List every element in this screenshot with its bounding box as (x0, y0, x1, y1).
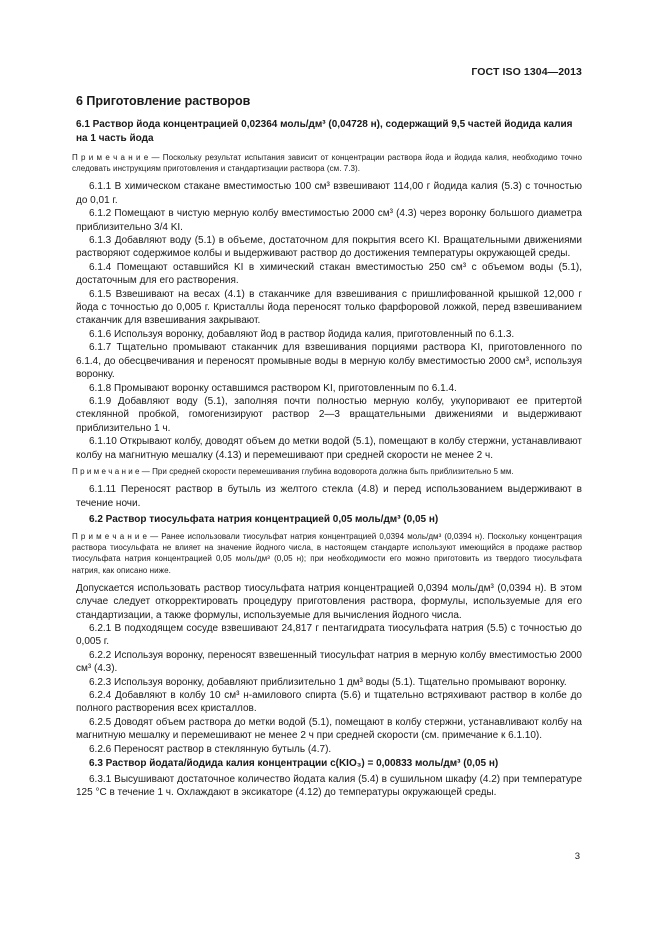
para-6-2-3: 6.2.3 Используя воронку, добавляют приблизительно 1 дм³ воды (5.1). Тщательно промывают воронку. (89, 676, 567, 688)
section-6-2-title: 6.2 Раствор тиосульфата натрия концентрацией 0,05 моль/дм³ (0,05 н) (89, 513, 439, 525)
page-number: 3 (574, 851, 580, 862)
para-6-2-5: 6.2.5 Доводят объем раствора до метки водой (5.1), помещают в колбу стержни, устанавливают колбу на магнитную мешалку и перемешивают не менее 2 ч при средней скорости (см. примечание к 6.1.10). (76, 716, 582, 742)
para-6-1-6: 6.1.6 Используя воронку, добавляют йод в раствор йодида калия, приготовленный по 6.1.3. (89, 328, 515, 340)
note-6-2: П р и м е ч а н и е — Ранее использовали тиосульфат натрия концентрацией 0,0394 моль/дм³ (0,0394 н). Поскольку концентрация раствора тиосульфата не влияет на значение йодного числа, в настоящем стандарте используют имеющийся в продаже раствор тиосульфата натрия концентрацией 0,05 моль/дм³ (0,05 н); при необходимости его можно приготовить из твердого тиосульфата натрия, как описано ниже. (72, 531, 582, 575)
para-6-2-2: 6.2.2 Используя воронку, переносят взвешенный тиосульфат натрия в мерную колбу вместимостью 2000 см³ (4.3). (76, 649, 582, 675)
para-6-2-intro: Допускается использовать раствор тиосульфата натрия концентрацией 0,0394 моль/дм³ (0,0394 н). В этом случае следует откорректировать процедуру приготовления раствора, формулы, используемые для его стандартизации, а также формулы, используемые для вычисления йодного числа. (76, 582, 582, 621)
section-6-1-title: 6.1 Раствор йода концентрацией 0,02364 моль/дм³ (0,04728 н), содержащий 9,5 частей йодида калия на 1 часть йода (76, 119, 573, 144)
para-6-2-4: 6.2.4 Добавляют в колбу 10 см³ н-амилового спирта (5.6) и тщательно встряхивают раствор в колбе до полного растворения всех кристаллов. (76, 690, 582, 715)
para-6-2-1: 6.2.1 В подходящем сосуде взвешивают 24,817 г пентагидрата тиосульфата натрия (5.5) с точностью до 0,005 г. (76, 622, 582, 648)
document-body (72, 94, 582, 800)
section-6-3-title: 6.3 Раствор йодата/йодида калия концентрации c(KIO₃) = 0,00833 моль/дм³ (0,05 н) (89, 758, 499, 770)
section-6-title: 6 Приготовление растворов (76, 94, 251, 108)
note-6-1-10: П р и м е ч а н и е — При средней скорости перемешивания глубина водоворота должна быть приблизительно 5 мм. (72, 466, 514, 476)
para-6-1-10: 6.1.10 Открывают колбу, доводят объем до метки водой (5.1), помещают в колбу стержни, устанавливают колбу на магнитную мешалку (4.13) и перемешивают при средней скорости не менее 2 ч. (76, 436, 582, 461)
para-6-1-2: 6.1.2 Помещают в чистую мерную колбу вместимостью 2000 см³ (4.3) через воронку большого диаметра приблизительно 3/4 KI. (76, 208, 582, 233)
para-6-1-3: 6.1.3 Добавляют воду (5.1) в объеме, достаточном для покрытия всего KI. Вращательными движениями растворяют содержимое колбы и выдерживают раствор до достижения температуры окружающей среды. (76, 235, 582, 260)
para-6-1-4: 6.1.4 Помещают оставшийся KI в химический стакан вместимостью 250 см³ с объемом воды (5.1), достаточным для его растворения. (76, 261, 582, 287)
para-6-2-6: 6.2.6 Переносят раствор в стеклянную бутыль (4.7). (89, 743, 332, 755)
para-6-1-5: 6.1.5 Взвешивают на весах (4.1) в стаканчике для взвешивания с пришлифованной крышкой 12,000 г йода с точностью до 0,005 г. Кристаллы йода переносят только фарфоровой ложкой, перед взвешиванием стаканчик для взвешивания закрывают. (76, 288, 582, 327)
para-6-3-1: 6.3.1 Высушивают достаточное количество йодата калия (5.4) в сушильном шкафу (4.2) при температуре 125 °C в течение 1 ч. Охлаждают в эксикаторе (4.12) до температуры окружающей среды. (76, 774, 582, 799)
para-6-1-9: 6.1.9 Добавляют воду (5.1), заполняя почти полностью мерную колбу, укупоривают ее притертой стеклянной пробкой, гомогенизируют раствор 2—3 вращательными движениями и выдерживают приблизительно 1 ч. (76, 395, 582, 434)
document-header: ГОСТ ISO 1304—2013 (471, 66, 582, 78)
para-6-1-7: 6.1.7 Тщательно промывают стаканчик для взвешивания порциями раствора KI, приготовленного по 6.1.4, до обесцвечивания и переносят промывные воды в мерную колбу вместимостью 2000 см³, используя воронку. (76, 342, 582, 381)
para-6-1-11: 6.1.11 Переносят раствор в бутыль из желтого стекла (4.8) и перед использованием выдерживают в течение ночи. (76, 484, 582, 509)
para-6-1-8: 6.1.8 Промывают воронку оставшимся раствором KI, приготовленным по 6.1.4. (89, 382, 457, 394)
note-6-1: П р и м е ч а н и е — Поскольку результат испытания зависит от концентрации раствора йода и йодида калия, необходимо точно следовать инструкциям приготовления и стандартизации раствора (см. 7.3). (72, 153, 582, 174)
para-6-1-1: 6.1.1 В химическом стакане вместимостью 100 см³ взвешивают 114,00 г йодида калия (5.3) с точностью до 0,01 г. (76, 181, 582, 206)
